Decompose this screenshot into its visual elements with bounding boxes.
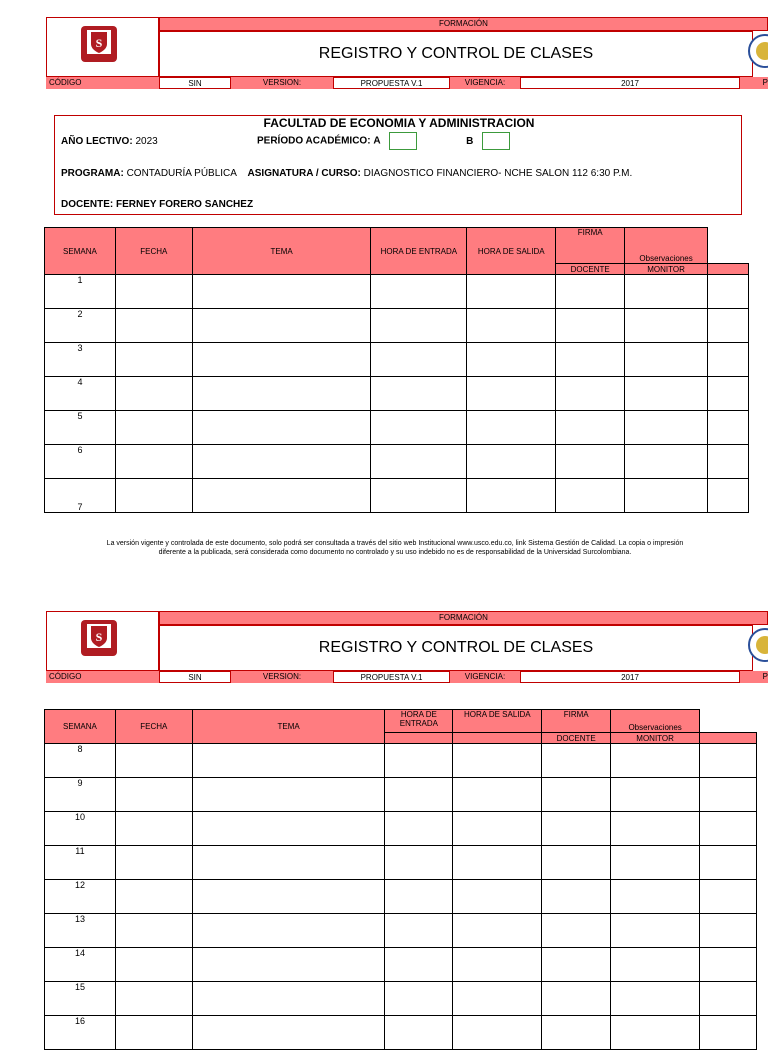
table-row (45, 846, 757, 880)
anio-value: 2023 (135, 136, 158, 147)
table-cell[interactable] (611, 880, 700, 914)
week-number: 10 (45, 812, 116, 846)
vigencia-value: 2017 (520, 671, 740, 683)
table-cell[interactable] (371, 275, 467, 309)
table-cell[interactable] (385, 1016, 453, 1050)
table-cell[interactable] (115, 812, 192, 846)
table-cell[interactable] (556, 343, 625, 377)
table-cell[interactable] (625, 343, 708, 377)
seal-icon (743, 625, 768, 665)
table-row (45, 982, 757, 1016)
table-cell[interactable] (708, 445, 749, 479)
document-title: REGISTRO Y CONTROL DE CLASES (159, 625, 753, 671)
table-cell[interactable] (542, 880, 611, 914)
table-cell[interactable] (625, 479, 708, 513)
version-value: PROPUESTA V.1 (333, 671, 450, 683)
table-cell[interactable] (625, 445, 708, 479)
col-hora-entrada: HORA DE ENTRADA (371, 228, 467, 275)
col-docente: DOCENTE (556, 264, 625, 275)
table-cell[interactable] (611, 846, 700, 880)
table-row (45, 744, 757, 778)
table-cell[interactable] (192, 778, 385, 812)
table-row (45, 445, 749, 479)
table-cell[interactable] (115, 948, 192, 982)
page-cut: P (740, 77, 768, 89)
table-cell[interactable] (556, 275, 625, 309)
table-cell[interactable] (192, 1016, 385, 1050)
periodo-a: A (373, 135, 381, 147)
table-cell[interactable] (385, 846, 453, 880)
table-row (45, 948, 757, 982)
week-number: 15 (45, 982, 116, 1016)
table-row (45, 914, 757, 948)
periodo-b: B (466, 135, 474, 147)
col-fecha: FECHA (115, 710, 192, 744)
table-row (45, 309, 749, 343)
periodo-a-checkbox[interactable] (389, 132, 417, 150)
table-cell[interactable] (708, 275, 749, 309)
table-cell[interactable] (611, 778, 700, 812)
version-label: VERSION: (231, 77, 333, 89)
table-row (45, 479, 749, 513)
table-cell[interactable] (542, 778, 611, 812)
week-number: 8 (45, 744, 116, 778)
table-cell[interactable] (192, 982, 385, 1016)
col-monitor: MONITOR (625, 264, 708, 275)
week-number: 14 (45, 948, 116, 982)
table-cell[interactable] (708, 479, 749, 513)
table-cell[interactable] (192, 343, 371, 377)
col-docente: DOCENTE (542, 733, 611, 744)
week-number: 3 (45, 343, 116, 377)
anio-label: AÑO LECTIVO: (61, 136, 133, 147)
week-number: 5 (45, 411, 116, 445)
table-cell[interactable] (371, 411, 467, 445)
table-cell[interactable] (192, 914, 385, 948)
week-number: 13 (45, 914, 116, 948)
table-cell[interactable] (385, 914, 453, 948)
table-cell[interactable] (556, 445, 625, 479)
codigo-value: SIN (159, 77, 231, 89)
vigencia-value: 2017 (520, 77, 740, 89)
footer-line-1: La versión vigente y controlada de este documento, solo podrá ser consultada a través del sitio web Institucional www.usco.edu.co, link Sistema Gestión de Calidad. La copia o impresión (106, 540, 684, 547)
table-cell[interactable] (115, 914, 192, 948)
table-cell[interactable] (192, 948, 385, 982)
seal-icon (743, 31, 768, 71)
footer-line-2: diferente a la publicada, será considerada como documento no controlado y su uso indebido no es de responsabilidad de la Universidad Surcolombiana. (158, 549, 632, 556)
table-cell[interactable] (700, 948, 757, 982)
meta-row-1 (46, 77, 768, 89)
table-cell[interactable] (700, 846, 757, 880)
table-cell[interactable] (453, 914, 542, 948)
blank-header (708, 228, 749, 264)
col-hora-salida: HORA DE SALIDA (467, 228, 556, 275)
table-cell[interactable] (192, 377, 371, 411)
table-cell[interactable] (371, 343, 467, 377)
table-cell[interactable] (115, 377, 192, 411)
week-number: 11 (45, 846, 116, 880)
table-cell[interactable] (556, 377, 625, 411)
table-cell[interactable] (542, 846, 611, 880)
section-label: FORMACIÓN (159, 611, 768, 625)
periodo-label: PERÍODO ACADÉMICO: (257, 135, 371, 147)
table-cell[interactable] (453, 982, 542, 1016)
version-value: PROPUESTA V.1 (333, 77, 450, 89)
table-cell[interactable] (625, 275, 708, 309)
table-cell[interactable] (385, 948, 453, 982)
table-cell[interactable] (192, 411, 371, 445)
codigo-label: CÓDIGO (46, 671, 159, 683)
codigo-label: CÓDIGO (46, 77, 159, 89)
table-cell[interactable] (385, 982, 453, 1016)
table-cell[interactable] (192, 275, 371, 309)
university-shield-icon (77, 618, 121, 658)
table-cell[interactable] (708, 377, 749, 411)
week-number: 1 (45, 275, 116, 309)
table-row (45, 812, 757, 846)
table-cell[interactable] (542, 812, 611, 846)
page-cut: P (740, 671, 768, 683)
svg-text:S: S (95, 36, 103, 50)
col-semana: SEMANA (45, 710, 116, 744)
table-cell[interactable] (453, 948, 542, 982)
table-cell[interactable] (115, 880, 192, 914)
version-label: VERSION: (231, 671, 333, 683)
table-cell[interactable] (371, 309, 467, 343)
table-cell[interactable] (371, 377, 467, 411)
table-cell[interactable] (708, 343, 749, 377)
table-row (45, 411, 749, 445)
asignatura-value: DIAGNOSTICO FINANCIERO- NCHE SALON 112 6:30 P.M. (363, 168, 633, 179)
table-cell[interactable] (192, 445, 371, 479)
week-number: 16 (45, 1016, 116, 1050)
programa-value: CONTADURÍA PÚBLICA (126, 168, 237, 179)
table-cell[interactable] (115, 744, 192, 778)
table-cell[interactable] (192, 744, 385, 778)
table-cell[interactable] (625, 377, 708, 411)
col-observaciones: Observaciones (625, 228, 708, 264)
table-row (45, 1016, 757, 1050)
table-cell[interactable] (192, 479, 371, 513)
table-cell[interactable] (371, 479, 467, 513)
table-cell[interactable] (611, 914, 700, 948)
week-number: 9 (45, 778, 116, 812)
table-cell[interactable] (611, 948, 700, 982)
table-cell[interactable] (625, 411, 708, 445)
class-register-table-2 (44, 709, 757, 1050)
table-cell[interactable] (115, 445, 192, 479)
week-number: 7 (45, 479, 116, 513)
col-hora-salida: HORA DE SALIDA (453, 710, 542, 733)
entrada-sub (385, 733, 453, 744)
table-cell[interactable] (556, 479, 625, 513)
docente-line: DOCENTE: FERNEY FORERO SANCHEZ (61, 199, 254, 210)
table-cell[interactable] (192, 880, 385, 914)
table-cell[interactable] (371, 445, 467, 479)
col-extra (700, 733, 757, 744)
table-cell[interactable] (708, 309, 749, 343)
col-semana: SEMANA (45, 228, 116, 275)
salida-sub (453, 733, 542, 744)
document-title: REGISTRO Y CONTROL DE CLASES (159, 31, 753, 77)
table-cell[interactable] (115, 982, 192, 1016)
table-cell[interactable] (115, 479, 192, 513)
table-cell[interactable] (467, 445, 556, 479)
table-cell[interactable] (453, 880, 542, 914)
col-tema: TEMA (192, 228, 371, 275)
col-observaciones: Observaciones (611, 710, 700, 733)
table-cell[interactable] (611, 744, 700, 778)
codigo-value: SIN (159, 671, 231, 683)
col-extra (708, 264, 749, 275)
col-monitor: MONITOR (611, 733, 700, 744)
footer-note (30, 539, 760, 557)
periodo-b-checkbox[interactable] (482, 132, 510, 150)
week-number: 6 (45, 445, 116, 479)
table-cell[interactable] (542, 1016, 611, 1050)
table-cell[interactable] (700, 982, 757, 1016)
table-cell[interactable] (467, 377, 556, 411)
week-number: 2 (45, 309, 116, 343)
col-hora-entrada: HORA DE ENTRADA (385, 710, 453, 733)
table-cell[interactable] (115, 778, 192, 812)
table-cell[interactable] (385, 778, 453, 812)
table-row (45, 377, 749, 411)
table-cell[interactable] (115, 309, 192, 343)
table-row (45, 343, 749, 377)
table-cell[interactable] (700, 914, 757, 948)
seal-cell (743, 31, 768, 77)
meta-row-2 (46, 671, 768, 683)
table-cell[interactable] (556, 411, 625, 445)
table-cell[interactable] (385, 880, 453, 914)
table-cell[interactable] (700, 1016, 757, 1050)
course-info-box (54, 115, 742, 215)
table-cell[interactable] (385, 812, 453, 846)
table-cell[interactable] (453, 1016, 542, 1050)
table-cell[interactable] (700, 880, 757, 914)
table-cell[interactable] (115, 846, 192, 880)
col-firma: FIRMA (542, 710, 611, 733)
table-cell[interactable] (192, 812, 385, 846)
asignatura-label: ASIGNATURA / CURSO: (247, 168, 361, 179)
table-cell[interactable] (453, 812, 542, 846)
table-cell[interactable] (192, 309, 371, 343)
table-cell[interactable] (192, 846, 385, 880)
table-cell[interactable] (542, 948, 611, 982)
table-cell[interactable] (467, 309, 556, 343)
table-cell[interactable] (542, 914, 611, 948)
table-cell[interactable] (700, 812, 757, 846)
table-row (45, 275, 749, 309)
table-row (45, 778, 757, 812)
table-cell[interactable] (700, 778, 757, 812)
table-cell[interactable] (115, 411, 192, 445)
table-cell[interactable] (556, 309, 625, 343)
vigencia-label: VIGENCIA: (450, 77, 520, 89)
vigencia-label: VIGENCIA: (450, 671, 520, 683)
table-cell[interactable] (453, 846, 542, 880)
table-cell[interactable] (467, 479, 556, 513)
svg-text:S: S (95, 630, 103, 644)
programa-label: PROGRAMA: (61, 168, 124, 179)
seal-cell (743, 625, 768, 671)
university-shield-icon (77, 24, 121, 64)
table-cell[interactable] (611, 1016, 700, 1050)
table-cell[interactable] (467, 411, 556, 445)
table-cell[interactable] (700, 744, 757, 778)
table-cell[interactable] (453, 778, 542, 812)
table-cell[interactable] (708, 411, 749, 445)
week-number: 4 (45, 377, 116, 411)
facultad-title: FACULTAD DE ECONOMIA Y ADMINISTRACION (263, 116, 535, 130)
week-number: 12 (45, 880, 116, 914)
table-cell[interactable] (611, 982, 700, 1016)
table-cell[interactable] (542, 744, 611, 778)
table-cell[interactable] (385, 744, 453, 778)
table-cell[interactable] (115, 1016, 192, 1050)
table-cell[interactable] (453, 744, 542, 778)
table-cell[interactable] (115, 343, 192, 377)
class-register-table-1 (44, 227, 749, 513)
col-fecha: FECHA (115, 228, 192, 275)
col-firma: FIRMA (556, 228, 625, 264)
table-cell[interactable] (611, 812, 700, 846)
blank-header (700, 710, 757, 733)
table-cell[interactable] (467, 275, 556, 309)
table-row (45, 880, 757, 914)
col-tema: TEMA (192, 710, 385, 744)
table-cell[interactable] (542, 982, 611, 1016)
table-cell[interactable] (467, 343, 556, 377)
section-label: FORMACIÓN (159, 17, 768, 31)
table-cell[interactable] (115, 275, 192, 309)
table-cell[interactable] (625, 309, 708, 343)
